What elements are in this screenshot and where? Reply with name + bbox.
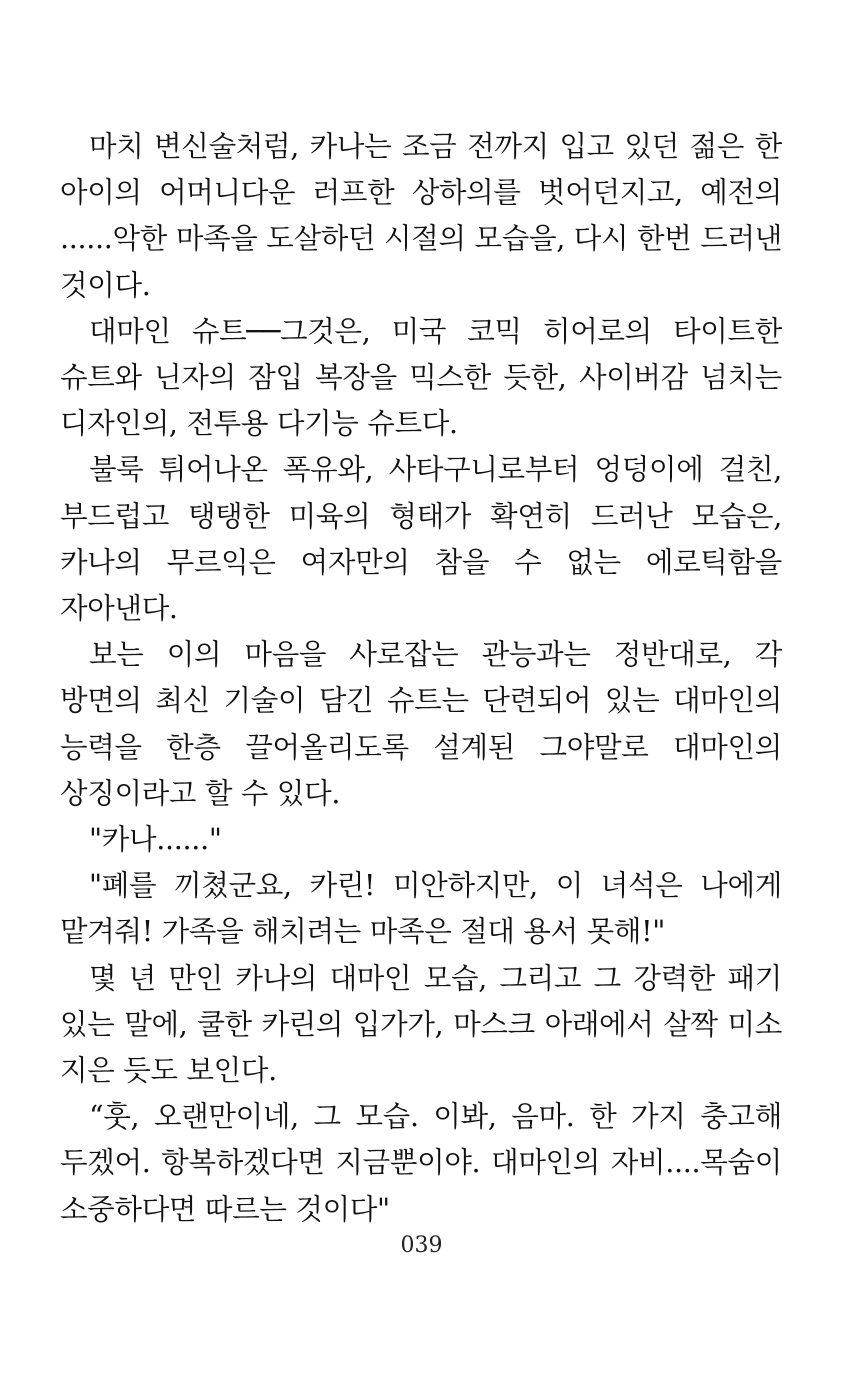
paragraph-2: 대마인 슈트──그것은, 미국 코믹 히어로의 타이트한 슈트와 닌자의 잠입 복장을 믹스한 듯한, 사이버감 넘치는 디자인의, 전투용 다기능 슈트다.	[60, 314, 782, 441]
paragraph-4: 보는 이의 마음을 사로잡는 관능과는 정반대로, 각 방면의 최신 기술이 담긴 슈트는 단련되어 있는 대마인의 능력을 한층 끌어올리도록 설계된 그야말로 대마인의 상징이라고 할 수 있다.	[60, 638, 782, 810]
paragraph-6-dialogue: "폐를 끼쳤군요, 카린! 미안하지만, 이 녀석은 나에게 맡겨줘! 가족을 해치려는 마족은 절대 용서 못해!"	[60, 869, 782, 949]
paragraph-3: 불룩 튀어나온 폭유와, 사타구니로부터 엉덩이에 걸친, 부드럽고 탱탱한 미육의 형태가 확연히 드러난 모습은, 카나의 무르익은 여자만의 참을 수 없는 에로틱함을 자아낸다.	[60, 453, 782, 626]
page-body	[60, 124, 782, 1233]
paragraph-7: 몇 년 만인 카나의 대마인 모습, 그리고 그 강력한 패기 있는 말에, 쿨한 카린의 입가가, 마스크 아래에서 살짝 미소 지은 듯도 보인다.	[60, 961, 782, 1088]
paragraph-5-dialogue: "카나......"	[89, 823, 222, 857]
paragraph-8-dialogue: “훗, 오랜만이네, 그 모습. 이봐, 음마. 한 가지 충고해 두겠어. 항복하겠다면 지금뿐이야. 대마인의 자비....목숨이 소중하다면 따르는 것이다"	[60, 1100, 782, 1226]
page-number: 039	[400, 1233, 443, 1258]
paragraph-1: 마치 변신술처럼, 카나는 조금 전까지 입고 있던 젊은 한 아이의 어머니다운 러프한 상하의를 벗어던지고, 예전의 ......악한 마족을 도살하던 시절의 모습을, 다시 한번 드러낸 것이다.	[60, 130, 782, 302]
